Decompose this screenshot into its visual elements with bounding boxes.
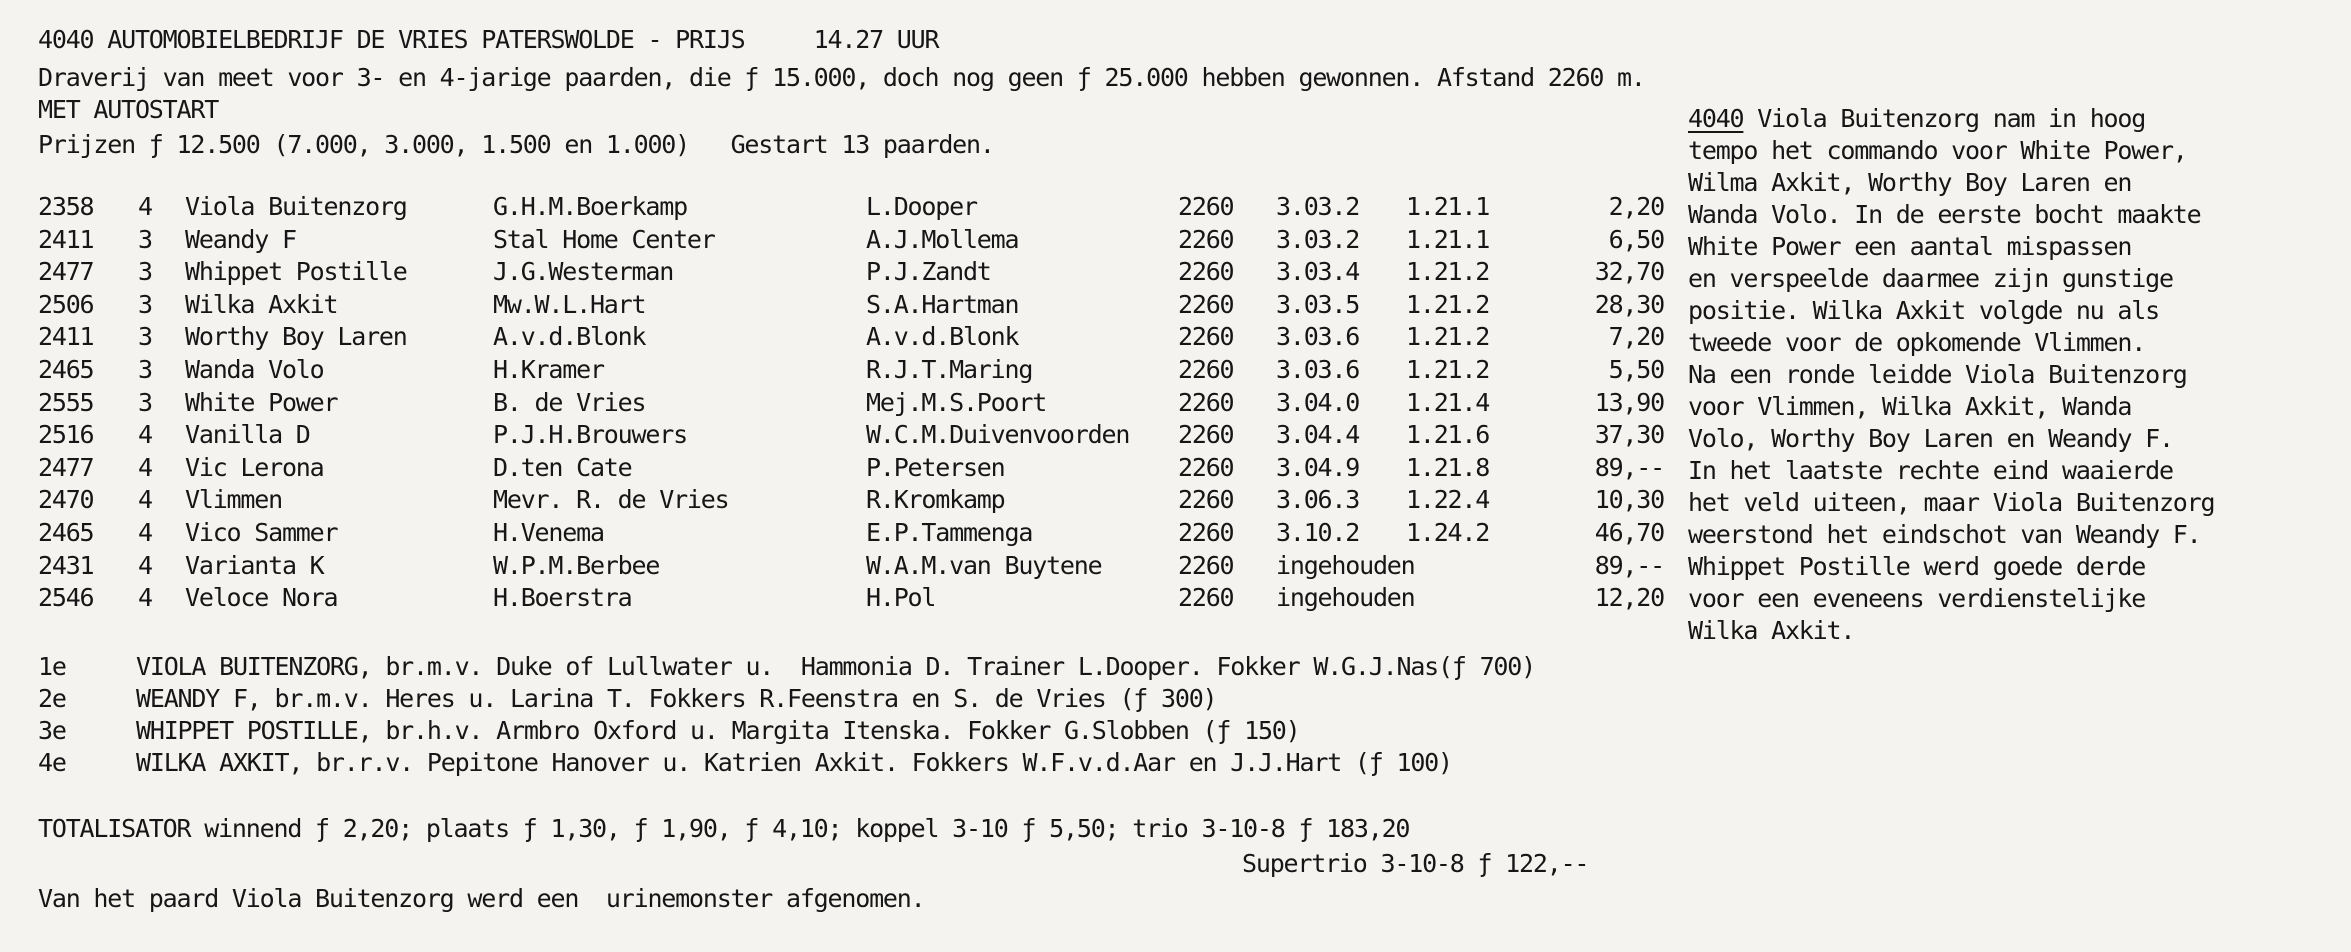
report-line: Volo, Worthy Boy Laren en Weandy F. bbox=[1688, 424, 2173, 453]
owner-name: Mw.W.L.Hart bbox=[493, 289, 646, 319]
race-distance: 2260 bbox=[1178, 322, 1234, 352]
owner-name: H.Boerstra bbox=[493, 583, 632, 613]
placing-text: WEANDY F, br.m.v. Heres u. Larina T. Fokkers R.Feenstra en S. de Vries (ƒ 300) bbox=[136, 684, 1217, 713]
horse-name: Varianta K bbox=[185, 550, 324, 580]
entry-number: 2465 bbox=[38, 518, 94, 547]
race-distance: 2260 bbox=[1178, 518, 1234, 547]
km-time: 1.21.6 bbox=[1406, 420, 1490, 450]
placing-rank: 1e bbox=[38, 652, 66, 681]
placing-text: WHIPPET POSTILLE, br.h.v. Armbro Oxford u. Margita Itenska. Fokker G.Slobben (ƒ 150) bbox=[136, 716, 1300, 745]
placing-text: VIOLA BUITENZORG, br.m.v. Duke of Lullwater u. Hammonia D. Trainer L.Dooper. Fokker W.G.J.Nas(ƒ 700) bbox=[136, 652, 1535, 681]
odds: 5,50 bbox=[1608, 355, 1664, 384]
driver-name: P.J.Zandt bbox=[866, 257, 991, 287]
driver-name: S.A.Hartman bbox=[866, 289, 1019, 319]
race-distance: 2260 bbox=[1178, 420, 1234, 450]
report-line: voor een eveneens verdienstelijke bbox=[1688, 584, 2146, 613]
race-time: 3.03.5 bbox=[1276, 289, 1360, 319]
entry-number: 2465 bbox=[38, 355, 94, 384]
odds: 37,30 bbox=[1594, 420, 1664, 450]
report-line: Wilma Axkit, Worthy Boy Laren en bbox=[1688, 168, 2132, 197]
supertrio-line: Supertrio 3-10-8 ƒ 122,-- bbox=[1242, 849, 1589, 878]
race-distance: 2260 bbox=[1178, 485, 1234, 515]
km-time: 1.21.4 bbox=[1406, 387, 1490, 417]
entry-number: 2470 bbox=[38, 485, 94, 515]
entry-number: 2546 bbox=[38, 583, 94, 613]
horse-name: Weandy F bbox=[185, 224, 296, 254]
totalisator-line: TOTALISATOR winnend ƒ 2,20; plaats ƒ 1,30, ƒ 1,90, ƒ 4,10; koppel 3-10 ƒ 5,50; trio 3-10-8 ƒ 183,20 bbox=[38, 814, 1410, 843]
owner-name: Mevr. R. de Vries bbox=[493, 485, 729, 515]
horse-age: 4 bbox=[138, 420, 152, 450]
prize-line: Prijzen ƒ 12.500 (7.000, 3.000, 1.500 en 1.000) Gestart 13 paarden. bbox=[38, 130, 994, 159]
race-distance: 2260 bbox=[1178, 550, 1234, 580]
race-distance: 2260 bbox=[1178, 289, 1234, 319]
placing-text: WILKA AXKIT, br.r.v. Pepitone Hanover u. Katrien Axkit. Fokkers W.F.v.d.Aar en J.J.Hart (ƒ 100) bbox=[136, 748, 1452, 777]
km-time: 1.21.2 bbox=[1406, 355, 1490, 384]
driver-name: A.J.Mollema bbox=[866, 224, 1019, 254]
horse-age: 4 bbox=[138, 583, 152, 613]
driver-name: R.Kromkamp bbox=[866, 485, 1005, 515]
race-time: 3.03.2 bbox=[1276, 192, 1360, 221]
race-time: 3.04.4 bbox=[1276, 420, 1360, 450]
placing-row bbox=[38, 716, 1300, 746]
horse-age: 4 bbox=[138, 192, 152, 221]
footnote: Van het paard Viola Buitenzorg werd een urinemonster afgenomen. bbox=[38, 884, 925, 913]
owner-name: G.H.M.Boerkamp bbox=[493, 192, 687, 221]
race-conditions: Draverij van meet voor 3- en 4-jarige paarden, die ƒ 15.000, doch nog geen ƒ 25.000 hebben gewonnen. Afstand 2260 m. bbox=[38, 63, 1645, 92]
report-line: White Power een aantal mispassen bbox=[1688, 232, 2132, 261]
odds: 2,20 bbox=[1608, 192, 1664, 221]
driver-name: P.Petersen bbox=[866, 452, 1005, 482]
race-time: 3.04.9 bbox=[1276, 452, 1360, 482]
horse-name: Vlimmen bbox=[185, 485, 282, 515]
driver-name: H.Pol bbox=[866, 583, 936, 613]
race-time: 3.06.3 bbox=[1276, 485, 1360, 515]
owner-name: A.v.d.Blonk bbox=[493, 322, 646, 352]
race-time: 3.10.2 bbox=[1276, 518, 1360, 547]
owner-name: H.Kramer bbox=[493, 355, 604, 384]
km-time: 1.22.4 bbox=[1406, 485, 1490, 515]
owner-name: Stal Home Center bbox=[493, 224, 715, 254]
report-race-ref: 4040 bbox=[1688, 104, 1744, 133]
race-time: 3.04.0 bbox=[1276, 387, 1360, 417]
race-time: 3.03.4 bbox=[1276, 257, 1360, 287]
race-distance: 2260 bbox=[1178, 224, 1234, 254]
km-time: 1.21.2 bbox=[1406, 257, 1490, 287]
horse-age: 4 bbox=[138, 452, 152, 482]
report-line: tweede voor de opkomende Vlimmen. bbox=[1688, 328, 2146, 357]
km-time: 1.21.1 bbox=[1406, 192, 1490, 221]
odds: 7,20 bbox=[1608, 322, 1664, 352]
horse-age: 3 bbox=[138, 289, 152, 319]
entry-number: 2358 bbox=[38, 192, 94, 221]
driver-name: W.C.M.Duivenvoorden bbox=[866, 420, 1130, 450]
horse-age: 3 bbox=[138, 355, 152, 384]
race-time: ingehouden bbox=[1276, 550, 1415, 580]
odds: 12,20 bbox=[1594, 583, 1664, 613]
owner-name: H.Venema bbox=[493, 518, 604, 547]
horse-age: 4 bbox=[138, 485, 152, 515]
report-line: 4040 Viola Buitenzorg nam in hoog bbox=[1688, 104, 2146, 133]
horse-name: Wanda Volo bbox=[185, 355, 324, 384]
report-line: weerstond het eindschot van Weandy F. bbox=[1688, 520, 2201, 549]
placing-row bbox=[38, 684, 1216, 714]
km-time: 1.21.1 bbox=[1406, 224, 1490, 254]
driver-name: Mej.M.S.Poort bbox=[866, 387, 1047, 417]
report-line: Na een ronde leidde Viola Buitenzorg bbox=[1688, 360, 2187, 389]
driver-name: E.P.Tammenga bbox=[866, 518, 1033, 547]
km-time: 1.21.8 bbox=[1406, 452, 1490, 482]
race-time: 3.03.6 bbox=[1276, 322, 1360, 352]
horse-name: Viola Buitenzorg bbox=[185, 192, 407, 221]
horse-age: 3 bbox=[138, 322, 152, 352]
report-line: positie. Wilka Axkit volgde nu als bbox=[1688, 296, 2159, 325]
race-distance: 2260 bbox=[1178, 387, 1234, 417]
entry-number: 2411 bbox=[38, 322, 94, 352]
placing-row bbox=[38, 748, 1452, 778]
driver-name: R.J.T.Maring bbox=[866, 355, 1033, 384]
horse-name: Veloce Nora bbox=[185, 583, 338, 613]
entry-number: 2411 bbox=[38, 224, 94, 254]
horse-age: 4 bbox=[138, 550, 152, 580]
horse-age: 3 bbox=[138, 257, 152, 287]
placing-rank: 2e bbox=[38, 684, 66, 713]
odds: 28,30 bbox=[1594, 289, 1664, 319]
race-time: 3.03.6 bbox=[1276, 355, 1360, 384]
report-line: tempo het commando voor White Power, bbox=[1688, 136, 2187, 165]
placing-rank: 3e bbox=[38, 716, 66, 745]
start-type: MET AUTOSTART bbox=[38, 95, 219, 124]
entry-number: 2477 bbox=[38, 257, 94, 287]
odds: 46,70 bbox=[1594, 518, 1664, 547]
horse-name: Worthy Boy Laren bbox=[185, 322, 407, 352]
odds: 6,50 bbox=[1608, 224, 1664, 254]
owner-name: D.ten Cate bbox=[493, 452, 632, 482]
horse-name: Vic Lerona bbox=[185, 452, 324, 482]
horse-age: 3 bbox=[138, 224, 152, 254]
report-line: en verspeelde daarmee zijn gunstige bbox=[1688, 264, 2173, 293]
km-time: 1.24.2 bbox=[1406, 518, 1490, 547]
report-line: voor Vlimmen, Wilka Axkit, Wanda bbox=[1688, 392, 2132, 421]
horse-name: Vanilla D bbox=[185, 420, 310, 450]
km-time: 1.21.2 bbox=[1406, 289, 1490, 319]
driver-name: A.v.d.Blonk bbox=[866, 322, 1019, 352]
horse-name: Wilka Axkit bbox=[185, 289, 338, 319]
owner-name: B. de Vries bbox=[493, 387, 646, 417]
km-time: 1.21.2 bbox=[1406, 322, 1490, 352]
horse-age: 3 bbox=[138, 387, 152, 417]
report-line: In het laatste rechte eind waaierde bbox=[1688, 456, 2173, 485]
horse-age: 4 bbox=[138, 518, 152, 547]
owner-name: P.J.H.Brouwers bbox=[493, 420, 687, 450]
odds: 10,30 bbox=[1594, 485, 1664, 515]
race-distance: 2260 bbox=[1178, 452, 1234, 482]
race-distance: 2260 bbox=[1178, 257, 1234, 287]
race-distance: 2260 bbox=[1178, 583, 1234, 613]
race-time: 3.03.2 bbox=[1276, 224, 1360, 254]
report-line: Wanda Volo. In de eerste bocht maakte bbox=[1688, 200, 2201, 229]
entry-number: 2555 bbox=[38, 387, 94, 417]
race-distance: 2260 bbox=[1178, 355, 1234, 384]
owner-name: J.G.Westerman bbox=[493, 257, 674, 287]
driver-name: L.Dooper bbox=[866, 192, 977, 221]
entry-number: 2477 bbox=[38, 452, 94, 482]
driver-name: W.A.M.van Buytene bbox=[866, 550, 1102, 580]
horse-name: Whippet Postille bbox=[185, 257, 407, 287]
horse-name: White Power bbox=[185, 387, 338, 417]
race-time: ingehouden bbox=[1276, 583, 1415, 613]
placing-row bbox=[38, 652, 1535, 682]
horse-name: Vico Sammer bbox=[185, 518, 338, 547]
entry-number: 2506 bbox=[38, 289, 94, 319]
report-line: het veld uiteen, maar Viola Buitenzorg bbox=[1688, 488, 2215, 517]
race-header: 4040 AUTOMOBIELBEDRIJF DE VRIES PATERSWOLDE - PRIJS 14.27 UUR bbox=[38, 25, 939, 54]
report-line: Whippet Postille werd goede derde bbox=[1688, 552, 2146, 581]
odds: 89,-- bbox=[1594, 452, 1664, 482]
odds: 13,90 bbox=[1594, 387, 1664, 417]
owner-name: W.P.M.Berbee bbox=[493, 550, 660, 580]
entry-number: 2431 bbox=[38, 550, 94, 580]
odds: 32,70 bbox=[1594, 257, 1664, 287]
odds: 89,-- bbox=[1594, 550, 1664, 580]
race-distance: 2260 bbox=[1178, 192, 1234, 221]
placing-rank: 4e bbox=[38, 748, 66, 777]
entry-number: 2516 bbox=[38, 420, 94, 450]
report-line: Wilka Axkit. bbox=[1688, 616, 1855, 645]
